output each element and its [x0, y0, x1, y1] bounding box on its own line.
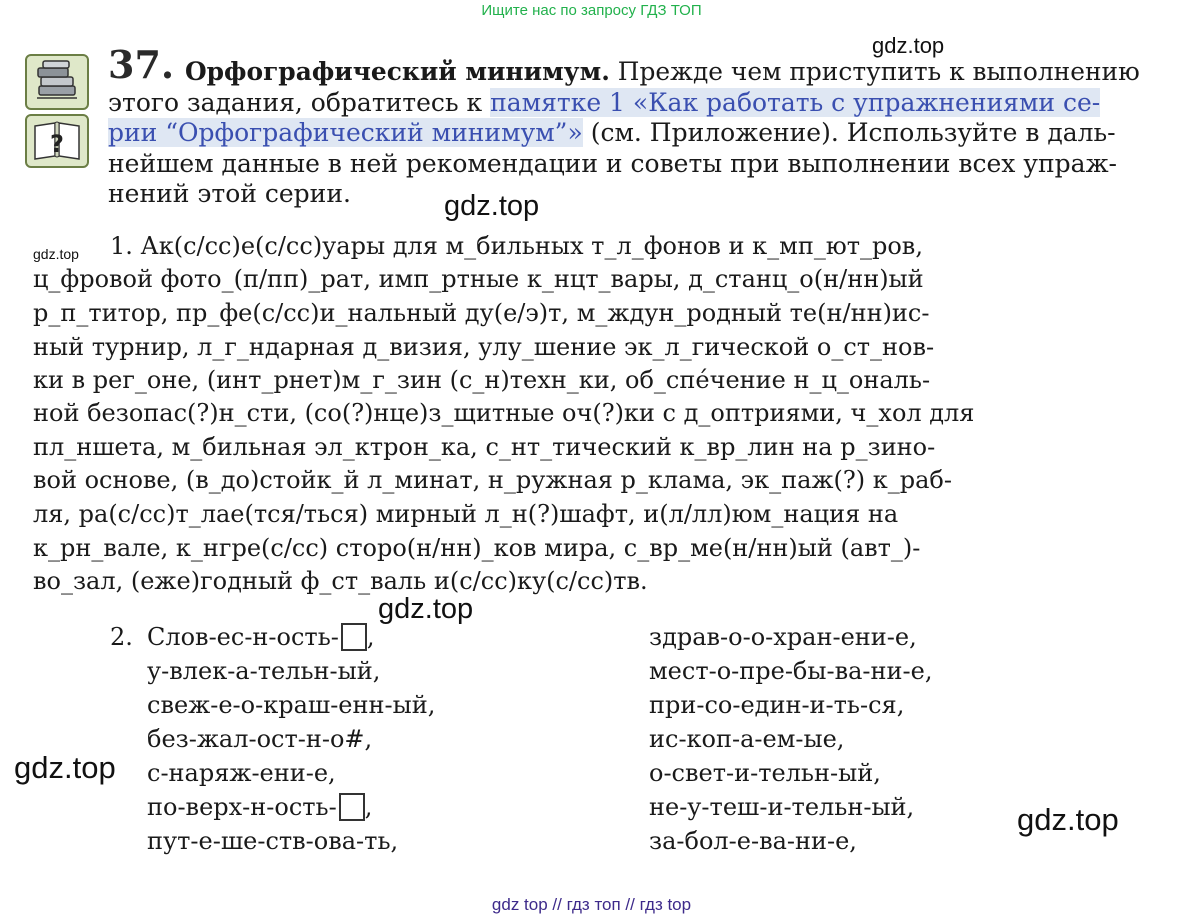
word-item: ис-коп-а-ем-ые,	[649, 725, 845, 753]
word-item: без-жал-ост-н-о#,	[147, 725, 373, 753]
word-item: не-у-теш-и-тельн-ый,	[649, 793, 915, 821]
exercise2-number: 2.	[110, 623, 133, 651]
word-item: пут-е-ше-ств-ова-ть,	[147, 827, 399, 855]
exercise1-line: ный турнир, л_г_ндарная д_визия, улу_шение эк_л_гической о_ст_нов-	[33, 333, 935, 361]
word-item: мест-о-пре-бы-ва-ни-е,	[649, 657, 933, 685]
morpheme-box	[341, 623, 367, 651]
word-item: о-свет-и-тельн-ый,	[649, 759, 881, 787]
word-text: по-верх-н-ость-	[147, 793, 337, 821]
word-item: за-бол-е-ва-ни-е,	[649, 827, 857, 855]
word-item: здрав-о-о-хран-ени-е,	[649, 623, 917, 651]
word-text: Слов-ес-н-ость-	[147, 623, 339, 651]
intro-line: нейшем данные в ней рекомендации и советы при выполнении всех упраж-	[108, 149, 1118, 178]
exercise1-line: ной безопас(?)н_сти, (со(?)нце)з_щитные оч(?)ки с д_оптриями, ч_хол для	[33, 399, 975, 427]
intro-text: этого задания, обратитесь к	[108, 88, 491, 117]
watermark: gdz.top	[378, 593, 474, 625]
exercise1-line: ц_фровой фото_(п/пп)_рат, имп_ртные к_нцт_вары, д_станц_о(н/нн)ый	[33, 265, 924, 293]
watermark: gdz.top	[444, 190, 540, 222]
watermark: gdz.top	[33, 246, 79, 262]
intro-text: Прежде чем приступить к выполнению	[609, 57, 1140, 86]
intro-line	[108, 88, 1100, 118]
exercise1-line: ля, ра(с/сс)т_лае(тся/ться) мирный л_н(?)шафт, и(л/лл)юм_нация на	[33, 500, 899, 528]
search-banner: Ищите нас по запросу ГДЗ ТОП	[481, 2, 702, 19]
exercise1-line: вой основе, (в_до)стойк_й л_минат, н_ружная р_клама, эк_паж(?) к_раб-	[33, 466, 952, 494]
memo-link[interactable]: рии “Орфографический минимум”»	[108, 118, 583, 147]
word-item	[147, 792, 372, 822]
watermark: gdz.top	[1017, 802, 1119, 837]
morpheme-box	[339, 793, 365, 821]
exercise1-line: р_п_титор, пр_фе(с/сс)и_нальный ду(е/э)т, м_ждун_родный те(н/нн)ис-	[33, 299, 930, 327]
watermark: gdz.top	[14, 750, 116, 785]
intro-line	[108, 118, 1116, 148]
word-item: у-влек-а-тельн-ый,	[147, 657, 381, 685]
intro-text: (см. Приложение). Используйте в даль-	[582, 118, 1116, 147]
footer-links: gdz top // гдз топ // гдз top	[491, 895, 692, 914]
word-item: с-наряж-ени-е,	[147, 759, 336, 787]
svg-text:?: ?	[50, 130, 64, 158]
help-book-icon	[25, 114, 89, 168]
comma: ,	[364, 793, 373, 821]
intro-line	[185, 57, 1140, 87]
task-title: Орфографический минимум.	[185, 57, 610, 86]
word-item	[147, 622, 375, 652]
memo-link[interactable]: памятке 1 «Как работать с упражнениями се-	[490, 88, 1101, 117]
intro-line: нений этой серии.	[108, 179, 351, 208]
exercise1-line: во_зал, (еже)годный ф_ст_валь и(с/сс)ку(с/сс)тв.	[33, 567, 648, 595]
exercise1-line: ки в рег_оне, (инт_рнет)м_г_зин (с_н)техн_ки, об_спе́чение н_ц_ональ-	[33, 366, 931, 394]
exercise1-line: к_рн_вале, к_нгре(с/сс) сторо(н/нн)_ков мира, с_вр_ме(н/нн)ый (авт_)-	[33, 534, 921, 562]
comma: ,	[366, 623, 375, 651]
exercise1-line: 1. Ак(с/сс)е(с/сс)уары для м_бильных т_л_фонов и к_мп_ют_ров,	[110, 232, 923, 260]
word-item: свеж-е-о-краш-енн-ый,	[147, 691, 436, 719]
exercise1-line: пл_ншета, м_бильная эл_ктрон_ка, с_нт_тический к_вр_лин на р_зино-	[33, 433, 936, 461]
word-item: при-со-един-и-ть-ся,	[649, 691, 905, 719]
task-number: 37.	[108, 42, 175, 87]
watermark: gdz.top	[872, 33, 945, 58]
books-icon	[25, 54, 89, 110]
